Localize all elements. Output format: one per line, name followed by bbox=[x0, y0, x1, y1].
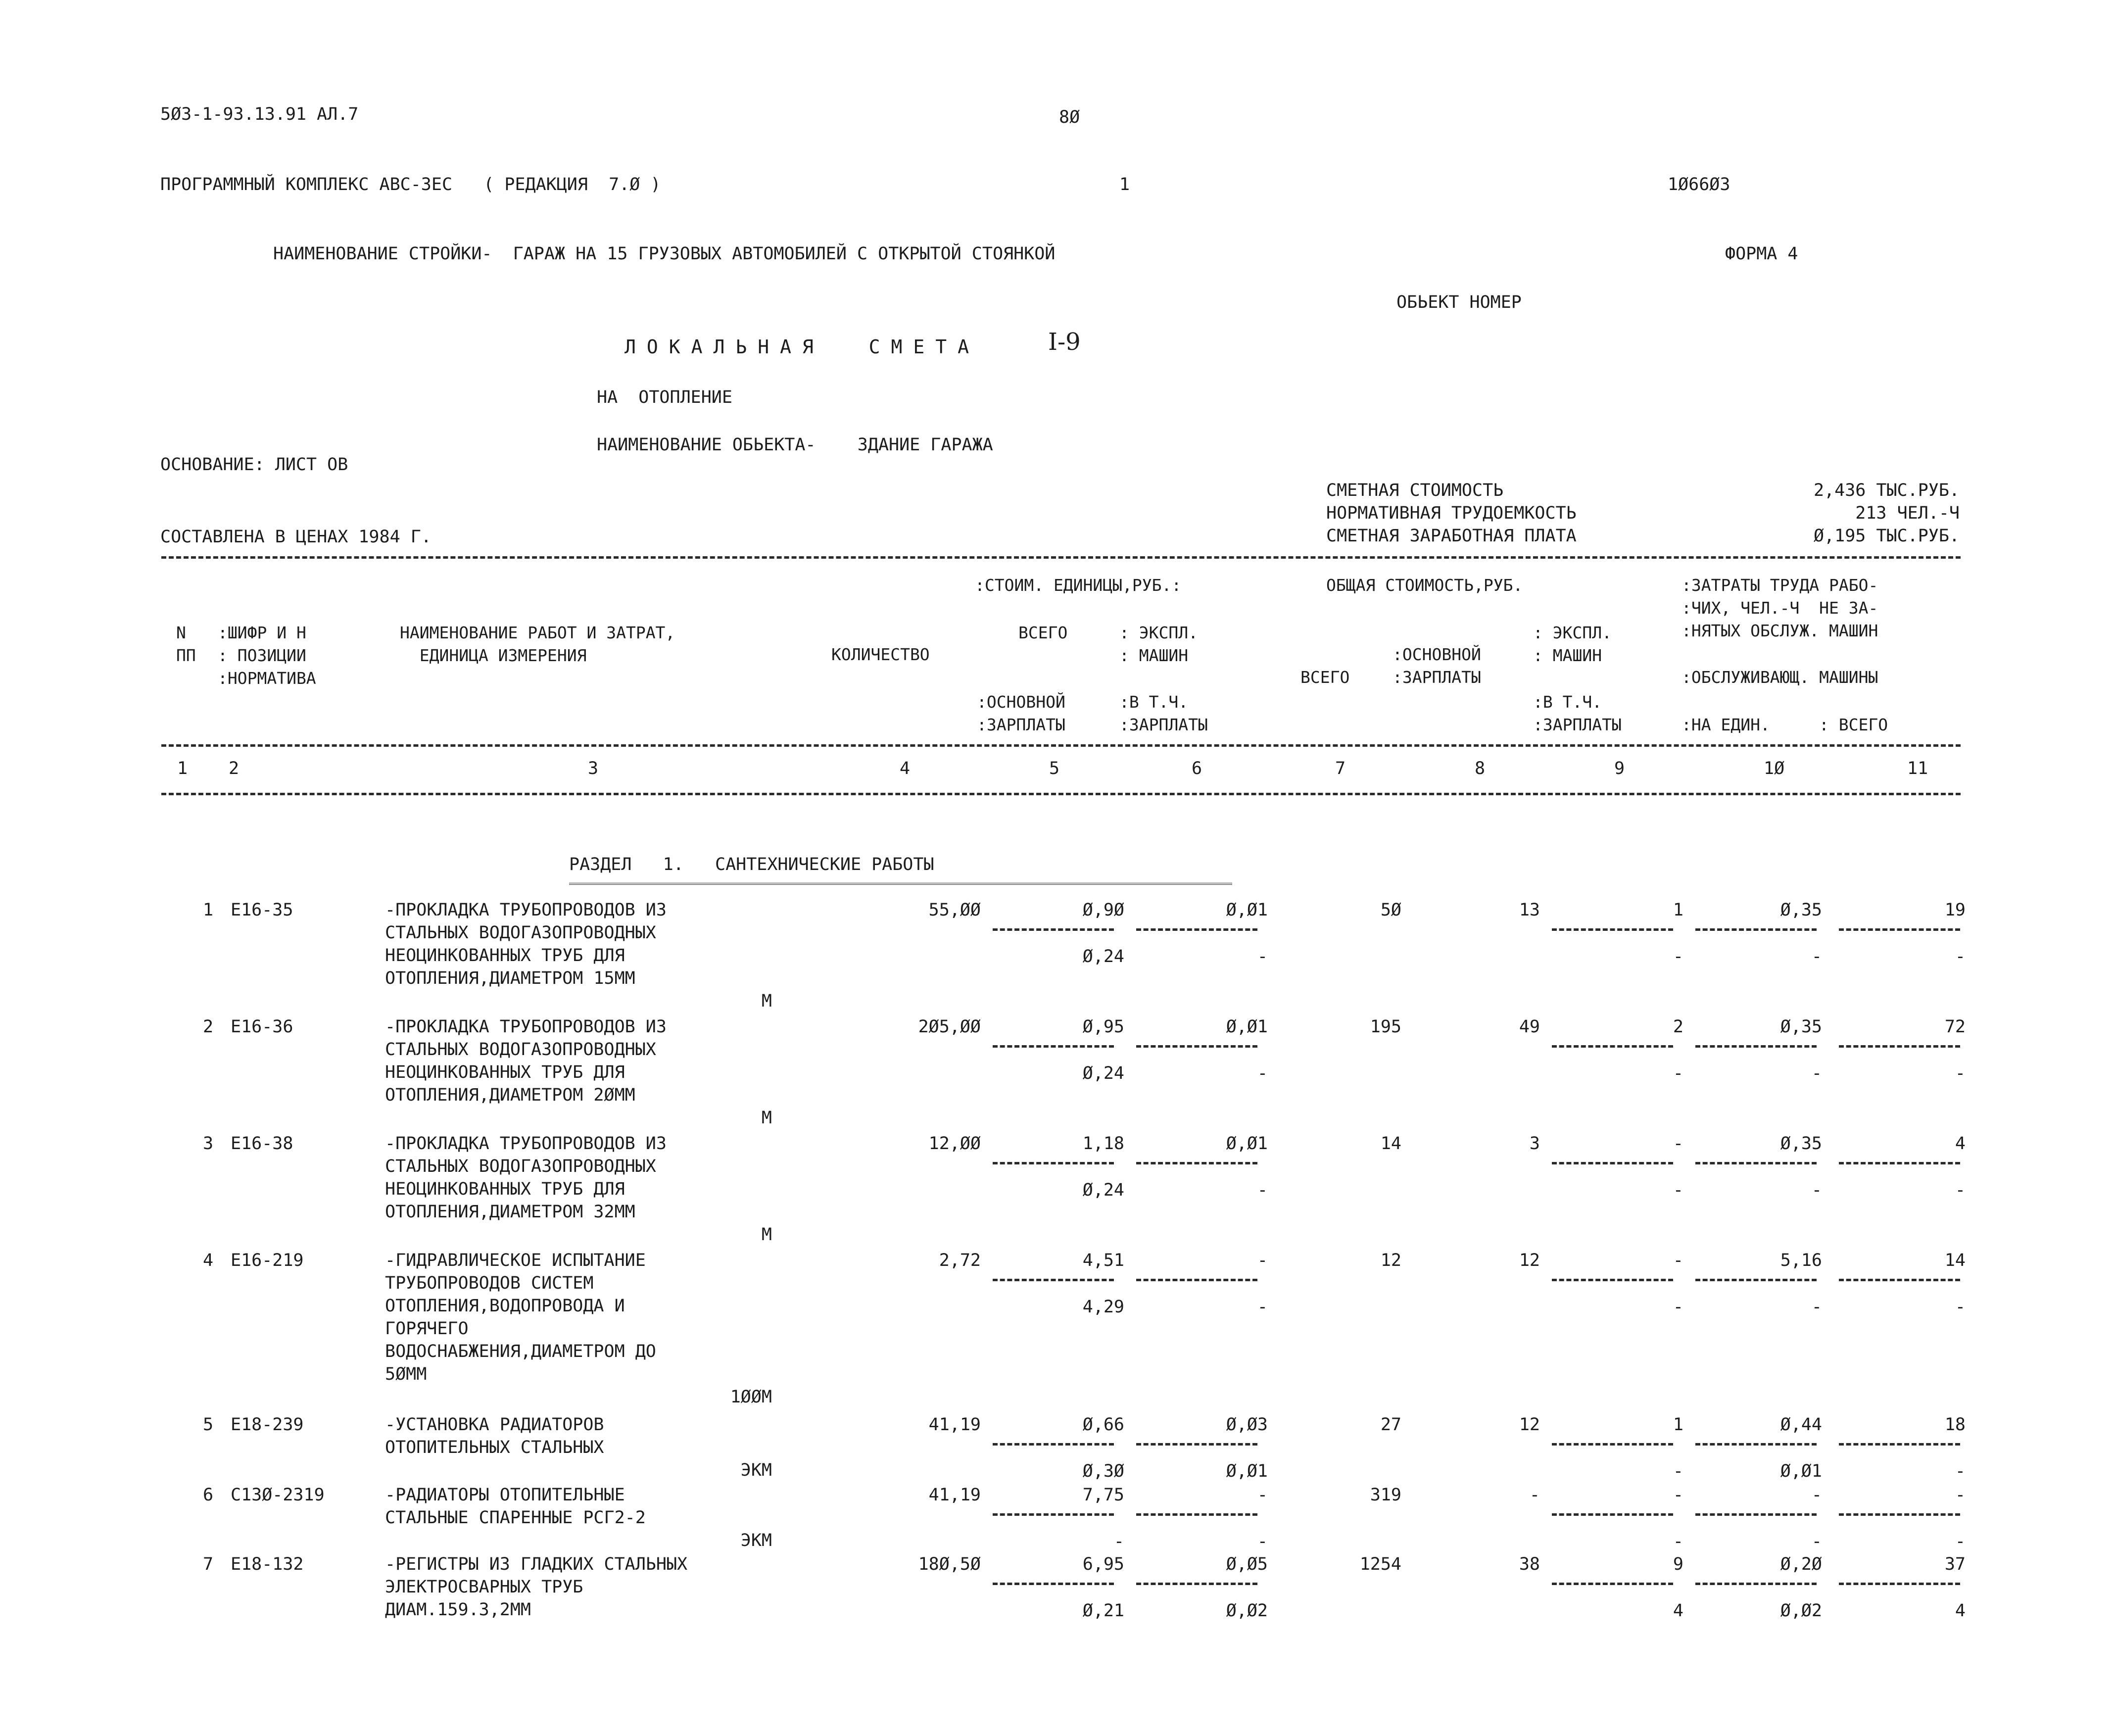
item-code: Е16-36 bbox=[231, 1017, 293, 1037]
item-name: -УСТАНОВКА РАДИАТОРОВ ОТОПИТЕЛЬНЫХ СТАЛЬНЫХ bbox=[385, 1415, 604, 1457]
item-c10: - bbox=[1811, 1485, 1822, 1505]
item-name: -ПРОКЛАДКА ТРУБОПРОВОДОВ ИЗ СТАЛЬНЫХ ВОДОГАЗОПРОВОДНЫХ НЕОЦИНКОВАННЫХ ТРУБ ДЛЯ ОТОПЛЕНИЯ,ДИАМЕТРОМ 15ММ bbox=[385, 900, 667, 988]
item-c8: 12 bbox=[1519, 1251, 1540, 1270]
item-subrule-5 bbox=[993, 1443, 1114, 1446]
summary-label-wages: СМЕТНАЯ ЗАРАБОТНАЯ ПЛАТА bbox=[1326, 526, 1577, 546]
item-c7: 5Ø bbox=[1380, 900, 1401, 920]
header-col-3: НАИМЕНОВАНИЕ РАБОТ И ЗАТРАТ, ЕДИНИЦА ИЗМЕРЕНИЯ bbox=[400, 623, 675, 665]
item-number: 7 bbox=[203, 1554, 214, 1574]
item-subrule-11 bbox=[1839, 928, 1960, 931]
item-c10: Ø,35 bbox=[1780, 900, 1822, 920]
header-rule-top bbox=[161, 556, 1961, 559]
item-c5b: Ø,21 bbox=[1082, 1601, 1124, 1621]
item-c10: Ø,44 bbox=[1780, 1415, 1822, 1435]
basis: ОСНОВАНИЕ: ЛИСТ ОВ bbox=[160, 455, 348, 475]
item-subrule-6 bbox=[1136, 1045, 1257, 1048]
item-subrule-11 bbox=[1839, 1443, 1960, 1446]
item-number: 4 bbox=[203, 1251, 214, 1270]
construction-name: НАИМЕНОВАНИЕ СТРОЙКИ- ГАРАЖ НА 15 ГРУЗОВЫХ АВТОМОБИЛЕЙ С ОТКРЫТОЙ СТОЯНКОЙ bbox=[273, 244, 1056, 264]
item-subrule-10 bbox=[1695, 1162, 1817, 1164]
header-labor: :ЗАТРАТЫ ТРУДА РАБО- :ЧИХ, ЧЕЛ.-Ч НЕ ЗА- :НЯТЫХ ОБСЛУЖ. МАШИН bbox=[1682, 576, 1878, 640]
header-unit-mach: : ЭКСПЛ. : МАШИН bbox=[1119, 623, 1198, 665]
item-subrule-6 bbox=[1136, 1443, 1257, 1446]
item-c6b: - bbox=[1257, 947, 1268, 966]
item-code: Е18-132 bbox=[231, 1554, 304, 1574]
item-c10: 5,16 bbox=[1780, 1251, 1822, 1270]
item-c5: 1,18 bbox=[1082, 1134, 1124, 1154]
summary-value-cost: 2,436 ТЫС.РУБ. bbox=[1813, 481, 1960, 500]
item-code: Е18-239 bbox=[231, 1415, 304, 1435]
item-c7: 27 bbox=[1380, 1415, 1401, 1435]
item-c5b: 4,29 bbox=[1082, 1297, 1124, 1317]
item-c10b: - bbox=[1811, 1063, 1822, 1083]
item-code: Е16-35 bbox=[231, 900, 293, 920]
item-subrule-11 bbox=[1839, 1045, 1960, 1048]
item-unit: ЭКМ bbox=[740, 1531, 772, 1550]
item-c6b: - bbox=[1257, 1063, 1268, 1083]
header-labor-serv: :ОБСЛУЖИВАЮЩ. МАШИНЫ bbox=[1682, 668, 1878, 687]
item-c6: Ø,Ø3 bbox=[1226, 1415, 1268, 1435]
item-subrule-5 bbox=[993, 1583, 1114, 1585]
item-subrule-5 bbox=[993, 1045, 1114, 1048]
item-c10b: - bbox=[1811, 1297, 1822, 1317]
item-c11: 37 bbox=[1944, 1554, 1966, 1574]
column-number-7: 7 bbox=[1335, 759, 1346, 778]
item-subrule-10 bbox=[1695, 1443, 1817, 1446]
header-total-cost: ОБЩАЯ СТОИМОСТЬ,РУБ. bbox=[1326, 576, 1523, 595]
item-c9: 2 bbox=[1673, 1017, 1683, 1037]
item-c11: 72 bbox=[1944, 1017, 1966, 1037]
item-c8: 49 bbox=[1519, 1017, 1540, 1037]
column-number-6: 6 bbox=[1192, 759, 1202, 778]
item-c9b: - bbox=[1673, 1063, 1683, 1083]
item-c6: Ø,Ø1 bbox=[1226, 1134, 1268, 1154]
section-title: РАЗДЕЛ 1. САНТЕХНИЧЕСКИЕ РАБОТЫ bbox=[569, 855, 934, 874]
item-c11b: - bbox=[1955, 1532, 1966, 1551]
item-subrule-5 bbox=[993, 1162, 1114, 1164]
header-total-incl: :В Т.Ч. :ЗАРПЛАТЫ bbox=[1533, 692, 1622, 734]
header-labor-unit: :НА ЕДИН. bbox=[1682, 715, 1770, 734]
header-col-2: :ШИФР И Н : ПОЗИЦИИ :НОРМАТИВА bbox=[218, 623, 316, 688]
column-number-4: 4 bbox=[900, 759, 911, 778]
program-name: ПРОГРАММНЫЙ КОМПЛЕКС АВС-3ЕС ( РЕДАКЦИЯ 7.Ø ) bbox=[160, 175, 661, 194]
item-c9b: - bbox=[1673, 1180, 1683, 1200]
item-c10b: - bbox=[1811, 1180, 1822, 1200]
summary-label-labor: НОРМАТИВНАЯ ТРУДОЕМКОСТЬ bbox=[1326, 503, 1577, 523]
item-c11b: - bbox=[1955, 1180, 1966, 1200]
item-qty: 2,72 bbox=[939, 1251, 981, 1270]
item-subrule-9 bbox=[1552, 928, 1673, 931]
item-c9: - bbox=[1673, 1485, 1683, 1505]
object-number: ОБЬЕКТ НОМЕР bbox=[1396, 292, 1522, 312]
item-name: -РАДИАТОРЫ ОТОПИТЕЛЬНЫЕ СТАЛЬНЫЕ СПАРЕННЫЕ РСГ2-2 bbox=[385, 1485, 646, 1528]
header-unit-cost: :СТОИМ. ЕДИНИЦЫ,РУБ.: bbox=[975, 576, 1182, 595]
item-c8: 13 bbox=[1519, 900, 1540, 920]
item-c11b: - bbox=[1955, 1063, 1966, 1083]
item-number: 2 bbox=[203, 1017, 214, 1037]
item-subrule-5 bbox=[993, 928, 1114, 931]
item-c11: - bbox=[1955, 1485, 1966, 1505]
item-number: 5 bbox=[203, 1415, 214, 1435]
item-c5: 6,95 bbox=[1082, 1554, 1124, 1574]
header-unit-base: :ОСНОВНОЙ :ЗАРПЛАТЫ bbox=[977, 692, 1065, 734]
estimate-subject: НА ОТОПЛЕНИЕ bbox=[597, 387, 732, 407]
item-c9: 9 bbox=[1673, 1554, 1683, 1574]
header-total-all: ВСЕГО bbox=[1300, 668, 1350, 687]
item-c9b: - bbox=[1673, 1461, 1683, 1481]
item-subrule-11 bbox=[1839, 1513, 1960, 1516]
item-c5b: Ø,24 bbox=[1082, 1063, 1124, 1083]
page-number: 8Ø bbox=[1059, 107, 1080, 127]
prices-basis: СОСТАВЛЕНА В ЦЕНАХ 1984 Г. bbox=[160, 527, 432, 547]
item-name: -ПРОКЛАДКА ТРУБОПРОВОДОВ ИЗ СТАЛЬНЫХ ВОДОГАЗОПРОВОДНЫХ НЕОЦИНКОВАННЫХ ТРУБ ДЛЯ ОТОПЛЕНИЯ,ДИАМЕТРОМ 2ØММ bbox=[385, 1017, 667, 1105]
item-subrule-9 bbox=[1552, 1162, 1673, 1164]
item-c7: 12 bbox=[1380, 1251, 1401, 1270]
item-c6: Ø,Ø5 bbox=[1226, 1554, 1268, 1574]
item-subrule-9 bbox=[1552, 1279, 1673, 1281]
item-c9: 1 bbox=[1673, 900, 1683, 920]
item-c11: 19 bbox=[1944, 900, 1966, 920]
item-unit: М bbox=[761, 991, 772, 1011]
item-qty: 41,19 bbox=[928, 1415, 981, 1435]
column-number-8: 8 bbox=[1475, 759, 1486, 778]
item-c5: 7,75 bbox=[1082, 1485, 1124, 1505]
item-c9b: - bbox=[1673, 947, 1683, 966]
item-c9b: 4 bbox=[1673, 1601, 1683, 1621]
item-c7: 14 bbox=[1380, 1134, 1401, 1154]
item-unit: 1ØØМ bbox=[730, 1387, 772, 1407]
estimate-number: I-9 bbox=[1048, 328, 1081, 356]
item-c10: Ø,35 bbox=[1780, 1017, 1822, 1037]
item-c9b: - bbox=[1673, 1532, 1683, 1551]
column-number-1: 1 bbox=[177, 759, 188, 778]
item-c11: 4 bbox=[1955, 1134, 1966, 1154]
item-subrule-10 bbox=[1695, 1513, 1817, 1516]
item-subrule-6 bbox=[1136, 1279, 1257, 1281]
sheet-number: 1 bbox=[1119, 175, 1130, 194]
item-subrule-9 bbox=[1552, 1583, 1673, 1585]
item-c7: 195 bbox=[1370, 1017, 1401, 1037]
item-c10b: Ø,Ø1 bbox=[1780, 1461, 1822, 1481]
item-c7: 1254 bbox=[1359, 1554, 1401, 1574]
header-col-4: КОЛИЧЕСТВО bbox=[831, 645, 930, 664]
header-rule-mid bbox=[161, 744, 1961, 747]
header-labor-total: : ВСЕГО bbox=[1819, 715, 1888, 734]
form-label: ФОРМА 4 bbox=[1725, 244, 1798, 264]
code-right: 1Ø66Ø3 bbox=[1668, 175, 1730, 194]
item-subrule-10 bbox=[1695, 1279, 1817, 1281]
item-c9: 1 bbox=[1673, 1415, 1683, 1435]
item-c6: - bbox=[1257, 1485, 1268, 1505]
item-c8: 3 bbox=[1529, 1134, 1540, 1154]
item-c5b: Ø,24 bbox=[1082, 947, 1124, 966]
item-c6: - bbox=[1257, 1251, 1268, 1270]
item-qty: 18Ø,5Ø bbox=[918, 1554, 981, 1574]
item-c10: Ø,35 bbox=[1780, 1134, 1822, 1154]
item-c9: - bbox=[1673, 1251, 1683, 1270]
item-c11b: - bbox=[1955, 1297, 1966, 1317]
item-c5b: - bbox=[1113, 1532, 1124, 1551]
item-subrule-6 bbox=[1136, 1583, 1257, 1585]
document-title: ЛОКАЛЬНАЯ СМЕТА bbox=[625, 336, 980, 358]
item-qty: 12,ØØ bbox=[928, 1134, 981, 1154]
item-c5: Ø,95 bbox=[1082, 1017, 1124, 1037]
item-c6b: - bbox=[1257, 1297, 1268, 1317]
item-c5b: Ø,24 bbox=[1082, 1180, 1124, 1200]
item-code: Е16-219 bbox=[231, 1251, 304, 1270]
header-unit-incl: :В Т.Ч. :ЗАРПЛАТЫ bbox=[1119, 692, 1208, 734]
summary-value-labor: 213 ЧЕЛ.-Ч bbox=[1855, 503, 1960, 523]
column-number-9: 9 bbox=[1614, 759, 1625, 778]
item-c5b: Ø,3Ø bbox=[1082, 1461, 1124, 1481]
item-number: 3 bbox=[203, 1134, 214, 1154]
item-name: -ПРОКЛАДКА ТРУБОПРОВОДОВ ИЗ СТАЛЬНЫХ ВОДОГАЗОПРОВОДНЫХ НЕОЦИНКОВАННЫХ ТРУБ ДЛЯ ОТОПЛЕНИЯ,ДИАМЕТРОМ 32ММ bbox=[385, 1134, 667, 1222]
header-total-mach: : ЭКСПЛ. : МАШИН bbox=[1533, 623, 1612, 665]
item-c8: 38 bbox=[1519, 1554, 1540, 1574]
item-subrule-10 bbox=[1695, 1583, 1817, 1585]
item-subrule-10 bbox=[1695, 1045, 1817, 1048]
item-c6b: - bbox=[1257, 1532, 1268, 1551]
header-rule-bottom bbox=[161, 793, 1961, 795]
item-subrule-9 bbox=[1552, 1513, 1673, 1516]
item-name: -ГИДРАВЛИЧЕСКОЕ ИСПЫТАНИЕ ТРУБОПРОВОДОВ СИСТЕМ ОТОПЛЕНИЯ,ВОДОПРОВОДА И ГОРЯЧЕГО ВОДОСНАБЖЕНИЯ,ДИАМЕТРОМ ДО 5ØММ bbox=[385, 1251, 656, 1384]
item-number: 6 bbox=[203, 1485, 214, 1505]
item-unit: М bbox=[761, 1225, 772, 1245]
column-number-3: 3 bbox=[588, 759, 599, 778]
item-subrule-11 bbox=[1839, 1583, 1960, 1585]
item-c6: Ø,Ø1 bbox=[1226, 900, 1268, 920]
item-c6b: Ø,Ø1 bbox=[1226, 1461, 1268, 1481]
header-total-base: :ОСНОВНОЙ :ЗАРПЛАТЫ bbox=[1393, 645, 1481, 687]
item-qty: 41,19 bbox=[928, 1485, 981, 1505]
item-code: С13Ø-2319 bbox=[231, 1485, 325, 1505]
item-c11: 18 bbox=[1944, 1415, 1966, 1435]
item-c6b: - bbox=[1257, 1180, 1268, 1200]
object-name: НАИМЕНОВАНИЕ ОБЬЕКТА- ЗДАНИЕ ГАРАЖА bbox=[597, 435, 993, 455]
item-c11b: 4 bbox=[1955, 1601, 1966, 1621]
column-number-2: 2 bbox=[229, 759, 240, 778]
item-c10b: Ø,Ø2 bbox=[1780, 1601, 1822, 1621]
item-subrule-6 bbox=[1136, 1513, 1257, 1516]
column-number-11: 11 bbox=[1907, 759, 1928, 778]
item-subrule-6 bbox=[1136, 928, 1257, 931]
header-unit-total: ВСЕГО bbox=[1018, 623, 1068, 642]
item-c5: 4,51 bbox=[1082, 1251, 1124, 1270]
item-subrule-5 bbox=[993, 1513, 1114, 1516]
item-c8: 12 bbox=[1519, 1415, 1540, 1435]
item-c11b: - bbox=[1955, 1461, 1966, 1481]
item-c6: Ø,Ø1 bbox=[1226, 1017, 1268, 1037]
summary-value-wages: Ø,195 ТЫС.РУБ. bbox=[1813, 526, 1960, 546]
item-subrule-5 bbox=[993, 1279, 1114, 1281]
header-col-1: N ПП bbox=[176, 623, 196, 665]
item-unit: М bbox=[761, 1108, 772, 1128]
item-c10b: - bbox=[1811, 1532, 1822, 1551]
item-c10b: - bbox=[1811, 947, 1822, 966]
item-number: 1 bbox=[203, 900, 214, 920]
item-subrule-11 bbox=[1839, 1279, 1960, 1281]
doc-code: 5Ø3-1-93.13.91 АЛ.7 bbox=[160, 104, 359, 124]
item-qty: 55,ØØ bbox=[928, 900, 981, 920]
item-subrule-9 bbox=[1552, 1443, 1673, 1446]
item-c10: Ø,2Ø bbox=[1780, 1554, 1822, 1574]
item-c9b: - bbox=[1673, 1297, 1683, 1317]
item-c9: - bbox=[1673, 1134, 1683, 1154]
column-number-10: 1Ø bbox=[1764, 759, 1785, 778]
item-c6b: Ø,Ø2 bbox=[1226, 1601, 1268, 1621]
item-c5: Ø,66 bbox=[1082, 1415, 1124, 1435]
item-subrule-10 bbox=[1695, 928, 1817, 931]
summary-label-cost: СМЕТНАЯ СТОИМОСТЬ bbox=[1326, 481, 1504, 500]
item-subrule-6 bbox=[1136, 1162, 1257, 1164]
item-code: Е16-38 bbox=[231, 1134, 293, 1154]
item-qty: 2Ø5,ØØ bbox=[918, 1017, 981, 1037]
item-c11: 14 bbox=[1944, 1251, 1966, 1270]
column-number-5: 5 bbox=[1049, 759, 1060, 778]
item-c8: - bbox=[1529, 1485, 1540, 1505]
item-c11b: - bbox=[1955, 947, 1966, 966]
item-subrule-11 bbox=[1839, 1162, 1960, 1164]
item-c5: Ø,9Ø bbox=[1082, 900, 1124, 920]
item-subrule-9 bbox=[1552, 1045, 1673, 1048]
item-name: -РЕГИСТРЫ ИЗ ГЛАДКИХ СТАЛЬНЫХ ЭЛЕКТРОСВАРНЫХ ТРУБ ДИАМ.159.3,2ММ bbox=[385, 1554, 688, 1620]
item-unit: ЭКМ bbox=[740, 1460, 772, 1480]
section-underline bbox=[569, 883, 1232, 885]
item-c7: 319 bbox=[1370, 1485, 1401, 1505]
